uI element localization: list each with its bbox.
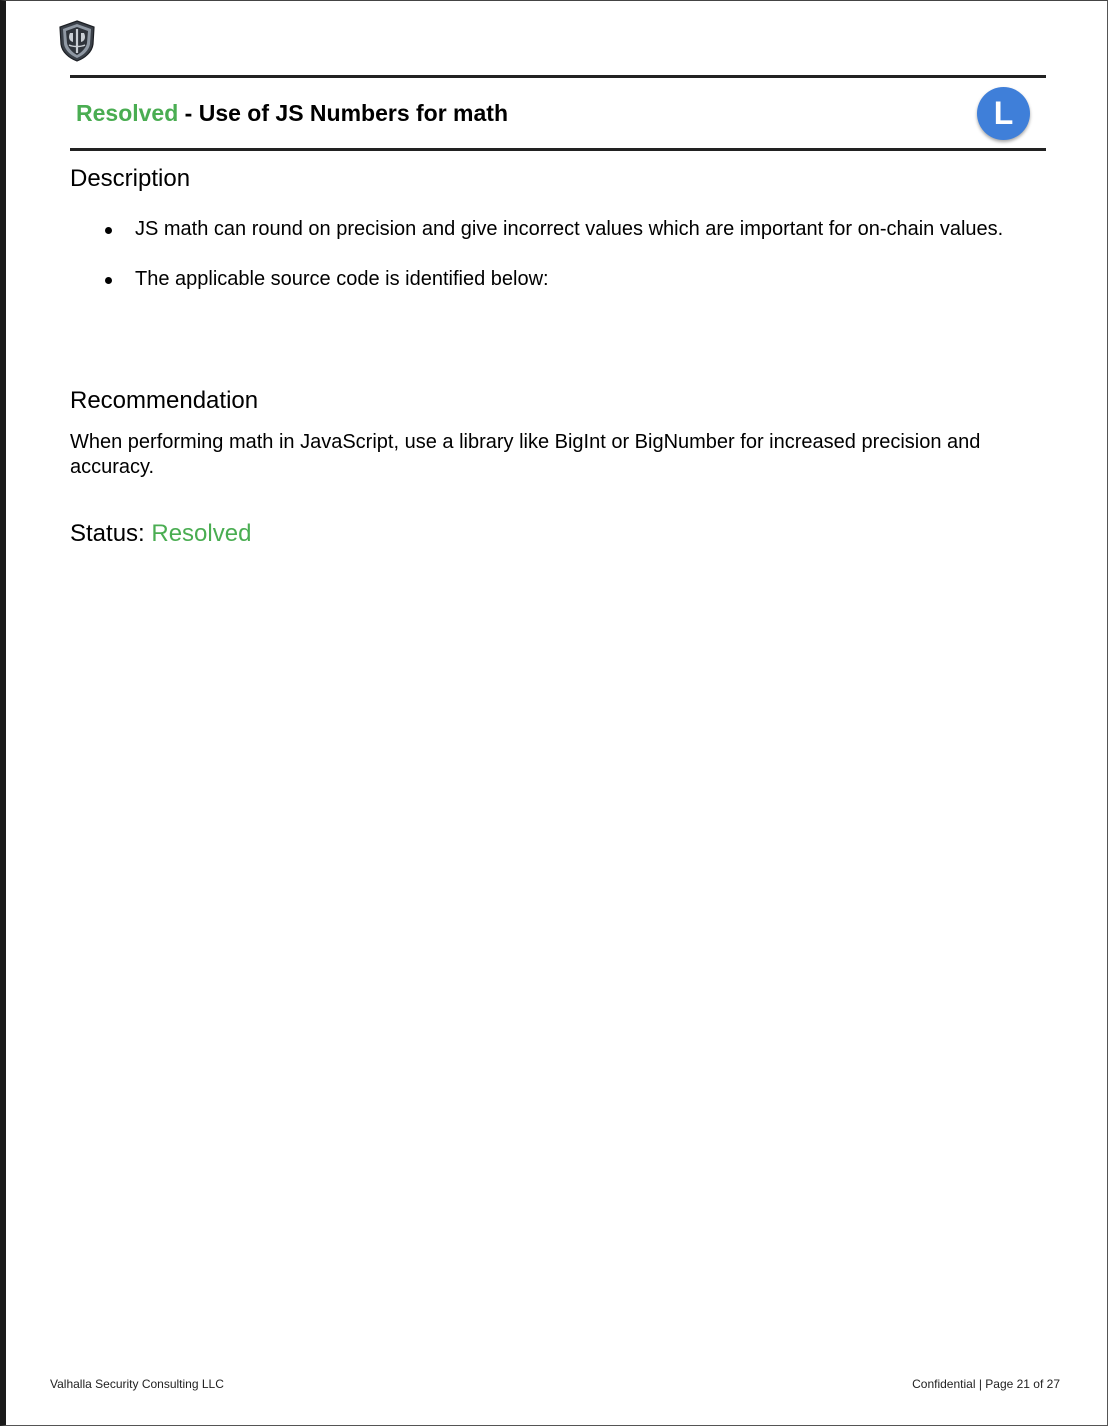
bullet-dot-icon bbox=[105, 277, 112, 284]
description-bullet-list bbox=[70, 217, 1030, 292]
status-line bbox=[70, 520, 251, 548]
description-heading: Description bbox=[70, 165, 191, 192]
valhalla-shield-logo-icon bbox=[57, 20, 97, 62]
header-rule-bottom bbox=[70, 148, 1046, 151]
list-item bbox=[70, 217, 1030, 242]
recommendation-heading: Recommendation bbox=[70, 387, 259, 414]
header-rule-top bbox=[70, 75, 1046, 78]
footer-page-info: Confidential | Page 21 of 27 bbox=[912, 1377, 1060, 1391]
severity-badge bbox=[977, 87, 1030, 140]
finding-status-word: Resolved bbox=[76, 100, 179, 126]
status-label: Status: bbox=[70, 520, 152, 547]
bullet-text: The applicable source code is identified below: bbox=[135, 268, 549, 290]
footer-company: Valhalla Security Consulting LLC bbox=[50, 1377, 224, 1391]
finding-title bbox=[76, 100, 508, 127]
recommendation-text: When performing math in JavaScript, use a library like BigInt or BigNumber for increased precision and accuracy. bbox=[70, 431, 981, 478]
bullet-dot-icon bbox=[105, 227, 112, 234]
title-separator: - bbox=[178, 100, 199, 126]
status-value: Resolved bbox=[151, 520, 252, 547]
severity-letter: L bbox=[993, 95, 1014, 131]
bullet-text: JS math can round on precision and give incorrect values which are important for on-chain values. bbox=[135, 218, 1004, 240]
finding-title-text: Use of JS Numbers for math bbox=[198, 100, 509, 126]
list-item bbox=[70, 267, 1030, 292]
